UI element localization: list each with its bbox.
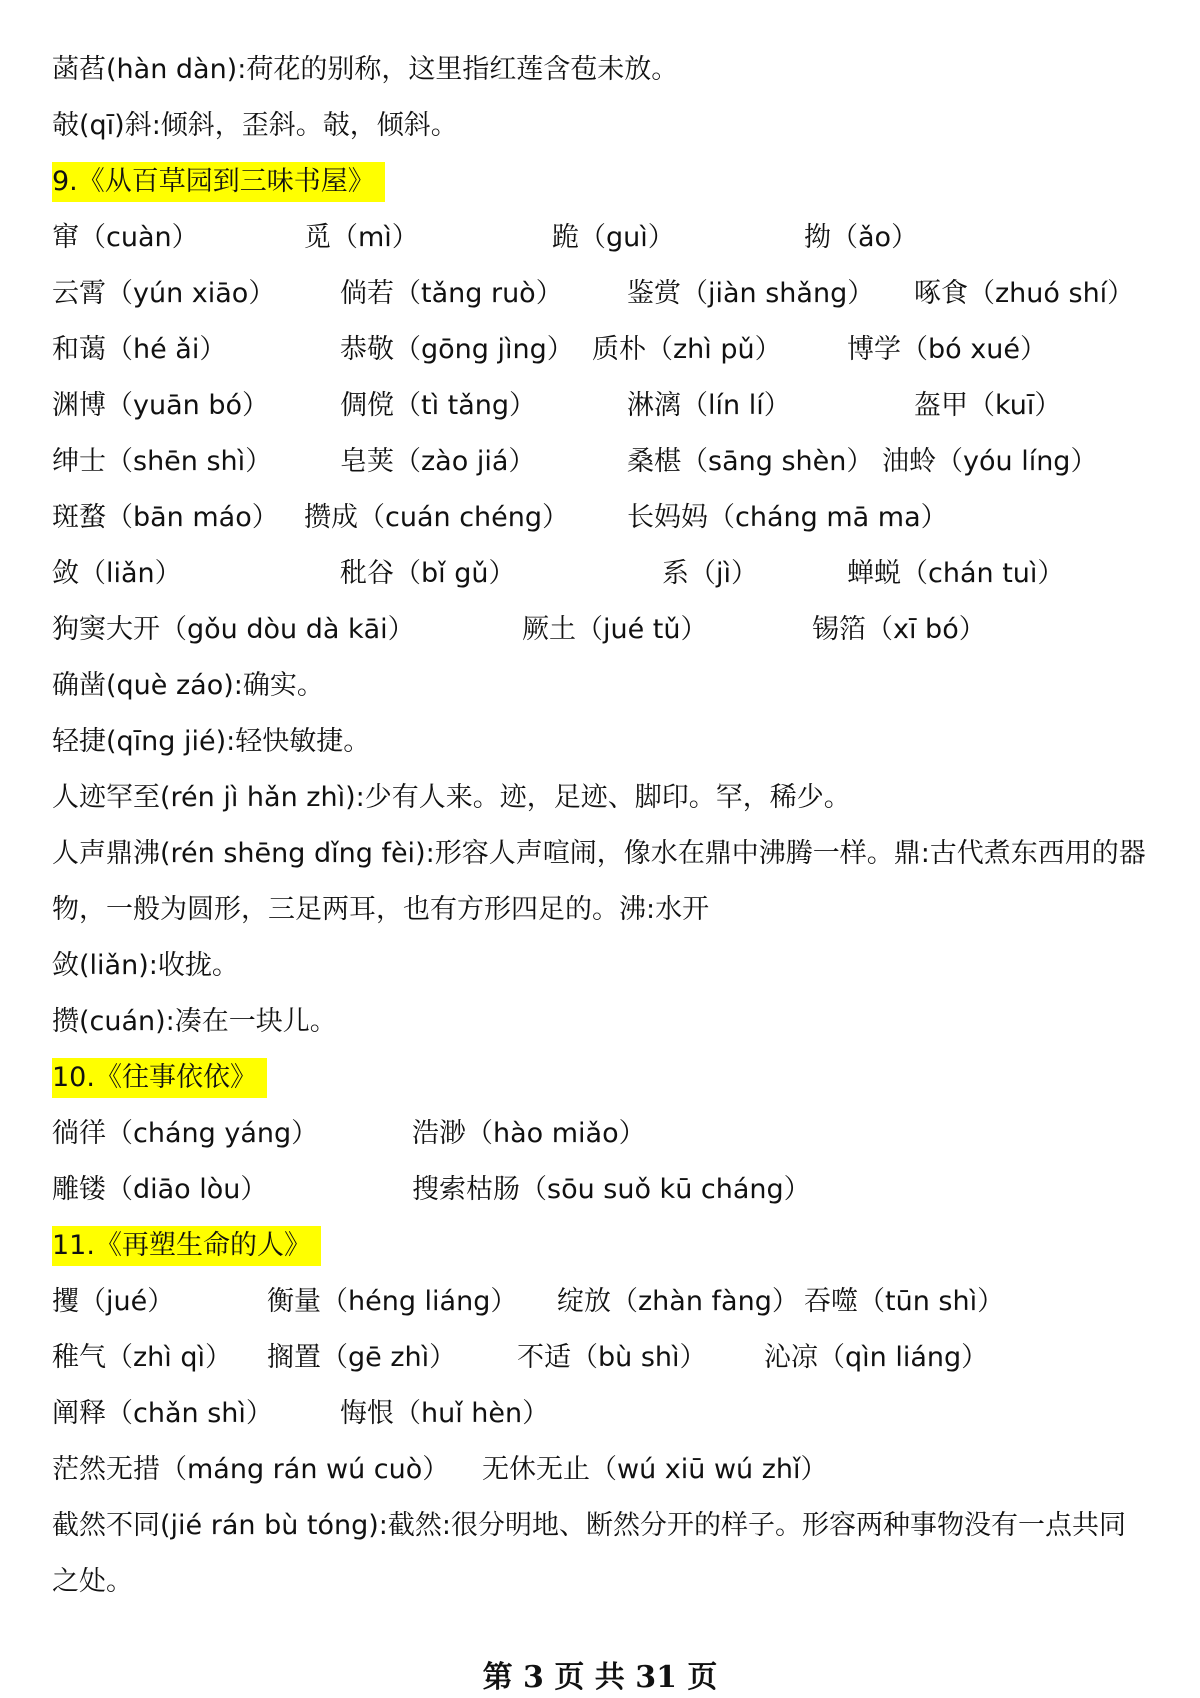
vocab-item: 阐释（chǎn shì） (52, 1398, 273, 1429)
vocab-item: 长妈妈（cháng mā ma） (627, 502, 948, 533)
vocab-item: 倜傥（tì tǎng） (340, 390, 537, 421)
vocab-item: 搜索枯肠（sōu suǒ kū cháng） (412, 1174, 811, 1205)
vocab-item: 倘若（tǎng ruò） (340, 278, 563, 309)
vocab-item: 攫（jué） (52, 1286, 175, 1317)
vocab-item: 淋漓（lín lí） (627, 390, 791, 421)
vocab-item: 跪（guì） (552, 222, 675, 253)
vocab-item: 窜（cuàn） (52, 222, 199, 253)
vocab-note: 菡萏(hàn dàn):荷花的别称，这里指红莲含苞未放。 (52, 54, 679, 85)
vocab-item: 攒成（cuán chéng） (304, 502, 570, 533)
vocab-item: 搁置（gē zhì） (267, 1342, 457, 1373)
vocab-note: 攲(qī)斜:倾斜，歪斜。攲，倾斜。 (52, 110, 458, 141)
vocab-item: 无休无止（wú xiū wú zhǐ） (482, 1454, 828, 1485)
vocab-item: 云霄（yún xiāo） (52, 278, 276, 309)
vocab-row (52, 1330, 1152, 1386)
vocab-item: 渊博（yuān bó） (52, 390, 269, 421)
vocab-item: 锡箔（xī bó） (812, 614, 986, 645)
vocab-item: 和蔼（hé ǎi） (52, 334, 227, 365)
vocab-row (52, 1442, 1152, 1498)
vocab-item: 茫然无措（máng rán wú cuò） (52, 1454, 450, 1485)
vocab-row (52, 210, 1152, 266)
vocab-row (52, 322, 1152, 378)
vocab-note: 截然不同(jié rán bù tóng):截然:很分明地、断然分开的样子。形容两种事物没有一点共同之处。 (52, 1510, 1126, 1597)
section-10-heading-row (52, 1050, 1152, 1106)
vocab-item: 拗（ǎo） (804, 222, 919, 253)
vocab-item: 桑椹（sāng shèn） (627, 446, 874, 477)
section-9-heading-row (52, 154, 1152, 210)
vocab-item: 斑蝥（bān máo） (52, 502, 279, 533)
vocab-item: 质朴（zhì pǔ） (592, 334, 782, 365)
vocab-item: 狗窦大开（gǒu dòu dà kāi） (52, 614, 415, 645)
vocab-note: 人迹罕至(rén jì hǎn zhì):少有人来。迹，足迹、脚印。罕，稀少。 (52, 782, 851, 813)
vocab-item: 吞噬（tūn shì） (804, 1286, 1005, 1317)
vocab-item: 悔恨（huǐ hèn） (340, 1398, 550, 1429)
vocab-item: 盔甲（kuī） (914, 390, 1062, 421)
vocab-row (52, 434, 1152, 490)
vocab-item: 鉴赏（jiàn shǎng） (627, 278, 875, 309)
vocab-item: 啄食（zhuó shí） (914, 278, 1135, 309)
vocab-note: 攒(cuán):凑在一块儿。 (52, 1006, 337, 1037)
document-body (52, 42, 1152, 1610)
section-title: 10.《往事依依》 (52, 1058, 267, 1098)
vocab-item: 觅（mì） (304, 222, 419, 253)
vocab-item: 系（jì） (662, 558, 759, 589)
vocab-item: 衡量（héng liáng） (267, 1286, 518, 1317)
vocab-row (52, 1274, 1152, 1330)
vocab-row (52, 1162, 1152, 1218)
vocab-item: 不适（bù shì） (517, 1342, 707, 1373)
section-title: 11.《再塑生命的人》 (52, 1226, 321, 1266)
vocab-item: 浩渺（hào miǎo） (412, 1118, 646, 1149)
vocab-item: 秕谷（bǐ gǔ） (340, 558, 516, 589)
vocab-note: 轻捷(qīng jié):轻快敏捷。 (52, 726, 371, 757)
vocab-note: 确凿(què záo):确实。 (52, 670, 324, 701)
vocab-row (52, 490, 1152, 546)
vocab-item: 厥土（jué tǔ） (522, 614, 708, 645)
page-number: 第 3 页 共 31 页 (482, 1660, 718, 1695)
vocab-row (52, 266, 1152, 322)
vocab-item: 恭敬（gōng jìng） (340, 334, 574, 365)
vocab-row (52, 378, 1152, 434)
vocab-note: 人声鼎沸(rén shēng dǐng fèi):形容人声喧闹，像水在鼎中沸腾一样。鼎:古代煮东西用的器物，一般为圆形，三足两耳，也有方形四足的。沸:水开 (52, 838, 1146, 925)
vocab-item: 博学（bó xué） (847, 334, 1047, 365)
vocab-row (52, 1386, 1152, 1442)
section-title: 9.《从百草园到三味书屋》 (52, 162, 385, 202)
vocab-item: 绅士（shēn shì） (52, 446, 273, 477)
vocab-row (52, 1106, 1152, 1162)
vocab-item: 雕镂（diāo lòu） (52, 1174, 268, 1205)
vocab-item: 敛（liǎn） (52, 558, 182, 589)
vocab-note: 敛(liǎn):收拢。 (52, 950, 239, 981)
vocab-row (52, 602, 1152, 658)
vocab-item: 皂荚（zào jiá） (340, 446, 536, 477)
vocab-item: 沁凉（qìn liáng） (764, 1342, 989, 1373)
vocab-item: 徜徉（cháng yáng） (52, 1118, 319, 1149)
vocab-item: 蝉蜕（chán tuì） (847, 558, 1065, 589)
vocab-item: 油蛉（yóu líng） (882, 446, 1098, 477)
vocab-item: 稚气（zhì qì） (52, 1342, 233, 1373)
vocab-row (52, 546, 1152, 602)
section-11-heading-row (52, 1218, 1152, 1274)
vocab-item: 绽放（zhàn fàng） (557, 1286, 799, 1317)
